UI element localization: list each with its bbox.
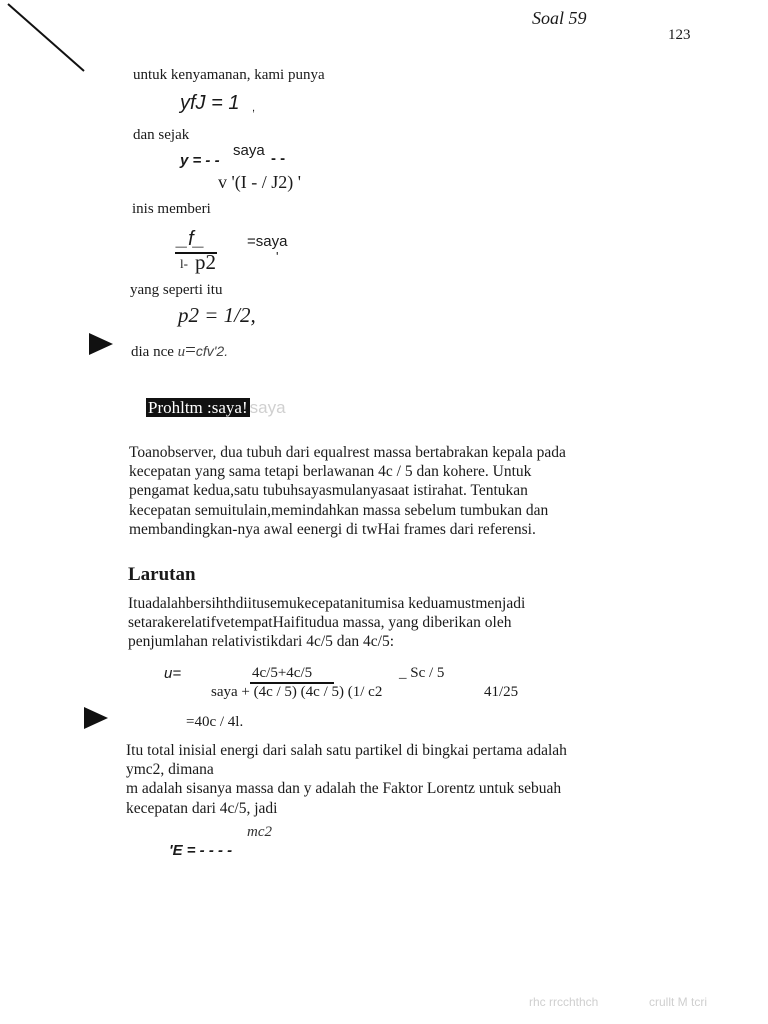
solution-heading: Larutan — [128, 564, 196, 585]
footer-left: rhc rrcchthch — [529, 995, 599, 1009]
energy-text — [126, 741, 726, 818]
problem-label-light: saya — [249, 398, 286, 417]
equation-3-rhs: =saya — [247, 233, 288, 250]
page-number: 123 — [668, 27, 691, 43]
intro-line-5-text: dia nce — [131, 344, 174, 360]
equation-e-top: mc2 — [247, 824, 272, 840]
equation-u-right-top: _ Sc / 5 — [399, 665, 445, 681]
solution-line: setarakerelatifvetempatHaifitudua massa, yang diberikan oleh — [128, 614, 512, 632]
page-header-title: Soal 59 — [532, 8, 587, 28]
intro-line-5-u: u — [177, 344, 186, 360]
problem-text — [129, 443, 729, 539]
intro-line-5 — [131, 340, 228, 362]
footer-right: crullt M tcri — [649, 995, 707, 1009]
equation-u-denominator: saya + (4c / 5) (4c / 5) (1/ c2 — [211, 684, 383, 700]
equation-3-tick: ' — [276, 249, 279, 264]
equation-u-result: =40c / 4l. — [186, 714, 244, 730]
pointer-arrow-2 — [84, 707, 108, 729]
pointer-arrow-1 — [89, 333, 113, 355]
problem-line: Toanobserver, dua tubuh dari equalrest massa bertabrakan kepala pada — [129, 444, 566, 461]
equation-u-label: u= — [164, 665, 182, 682]
intro-line-2: dan sejak — [133, 127, 190, 143]
solution-line: Ituadalahbersihthdiitusemukecepatanitumisa keduamustmenjadi — [128, 595, 526, 612]
problem-line: pengamat kedua,satu tubuhsayasmulanyasaat istirahat. Tentukan — [129, 482, 528, 500]
corner-stroke — [0, 0, 90, 80]
intro-line-5-eq: = — [185, 340, 196, 361]
problem-line: kecepatan yang sama tetapi berlawanan 4c / 5 dan kohere. Untuk — [129, 463, 532, 481]
equation-3-denominator-b: p2 — [195, 250, 216, 274]
equation-4: p2 = 1/2, — [178, 303, 256, 327]
equation-1: yfJ = 1 — [180, 92, 240, 114]
intro-line-5-expr: cfv'2. — [195, 343, 229, 359]
equation-e: 'E = - - - - — [169, 842, 233, 859]
equation-2-denominator: v '(I - / J2) ' — [218, 172, 301, 192]
problem-label — [146, 398, 286, 418]
solution-text — [128, 594, 728, 652]
problem-line: membandingkan-nya awal eenergi di twHai frames dari referensi. — [129, 520, 536, 538]
equation-3-numerator: _f_ — [177, 228, 205, 250]
intro-line-4: yang seperti itu — [130, 282, 223, 298]
energy-line: ymc2, dimana — [126, 761, 214, 779]
equation-2-top: saya — [233, 142, 265, 159]
equation-1-mark: , — [252, 102, 256, 114]
energy-line: Itu total inisial energi dari salah satu partikel di bingkai pertama adalah — [126, 742, 567, 759]
equation-3-denominator-a: l- — [180, 256, 188, 271]
equation-u-right-bottom: 41/25 — [484, 684, 519, 700]
equation-2-left: y = - - — [180, 152, 220, 169]
intro-line-3: inis memberi — [132, 201, 211, 217]
solution-line: penjumlahan relativistikdari 4c/5 dan 4c/5: — [128, 633, 395, 651]
equation-2-right: - - — [271, 150, 286, 167]
equation-u-numerator: 4c/5+4c/5 — [252, 665, 313, 681]
intro-line-1: untuk kenyamanan, kami punya — [133, 67, 325, 83]
energy-line: kecepatan dari 4c/5, jadi — [126, 799, 278, 817]
problem-line: kecepatan semuitulain,memindahkan massa sebelum tumbukan dan — [129, 501, 549, 519]
energy-line: m adalah sisanya massa dan y adalah the Faktor Lorentz untuk sebuah — [126, 780, 562, 798]
problem-label-dark: Prohltm :saya! — [148, 398, 248, 417]
